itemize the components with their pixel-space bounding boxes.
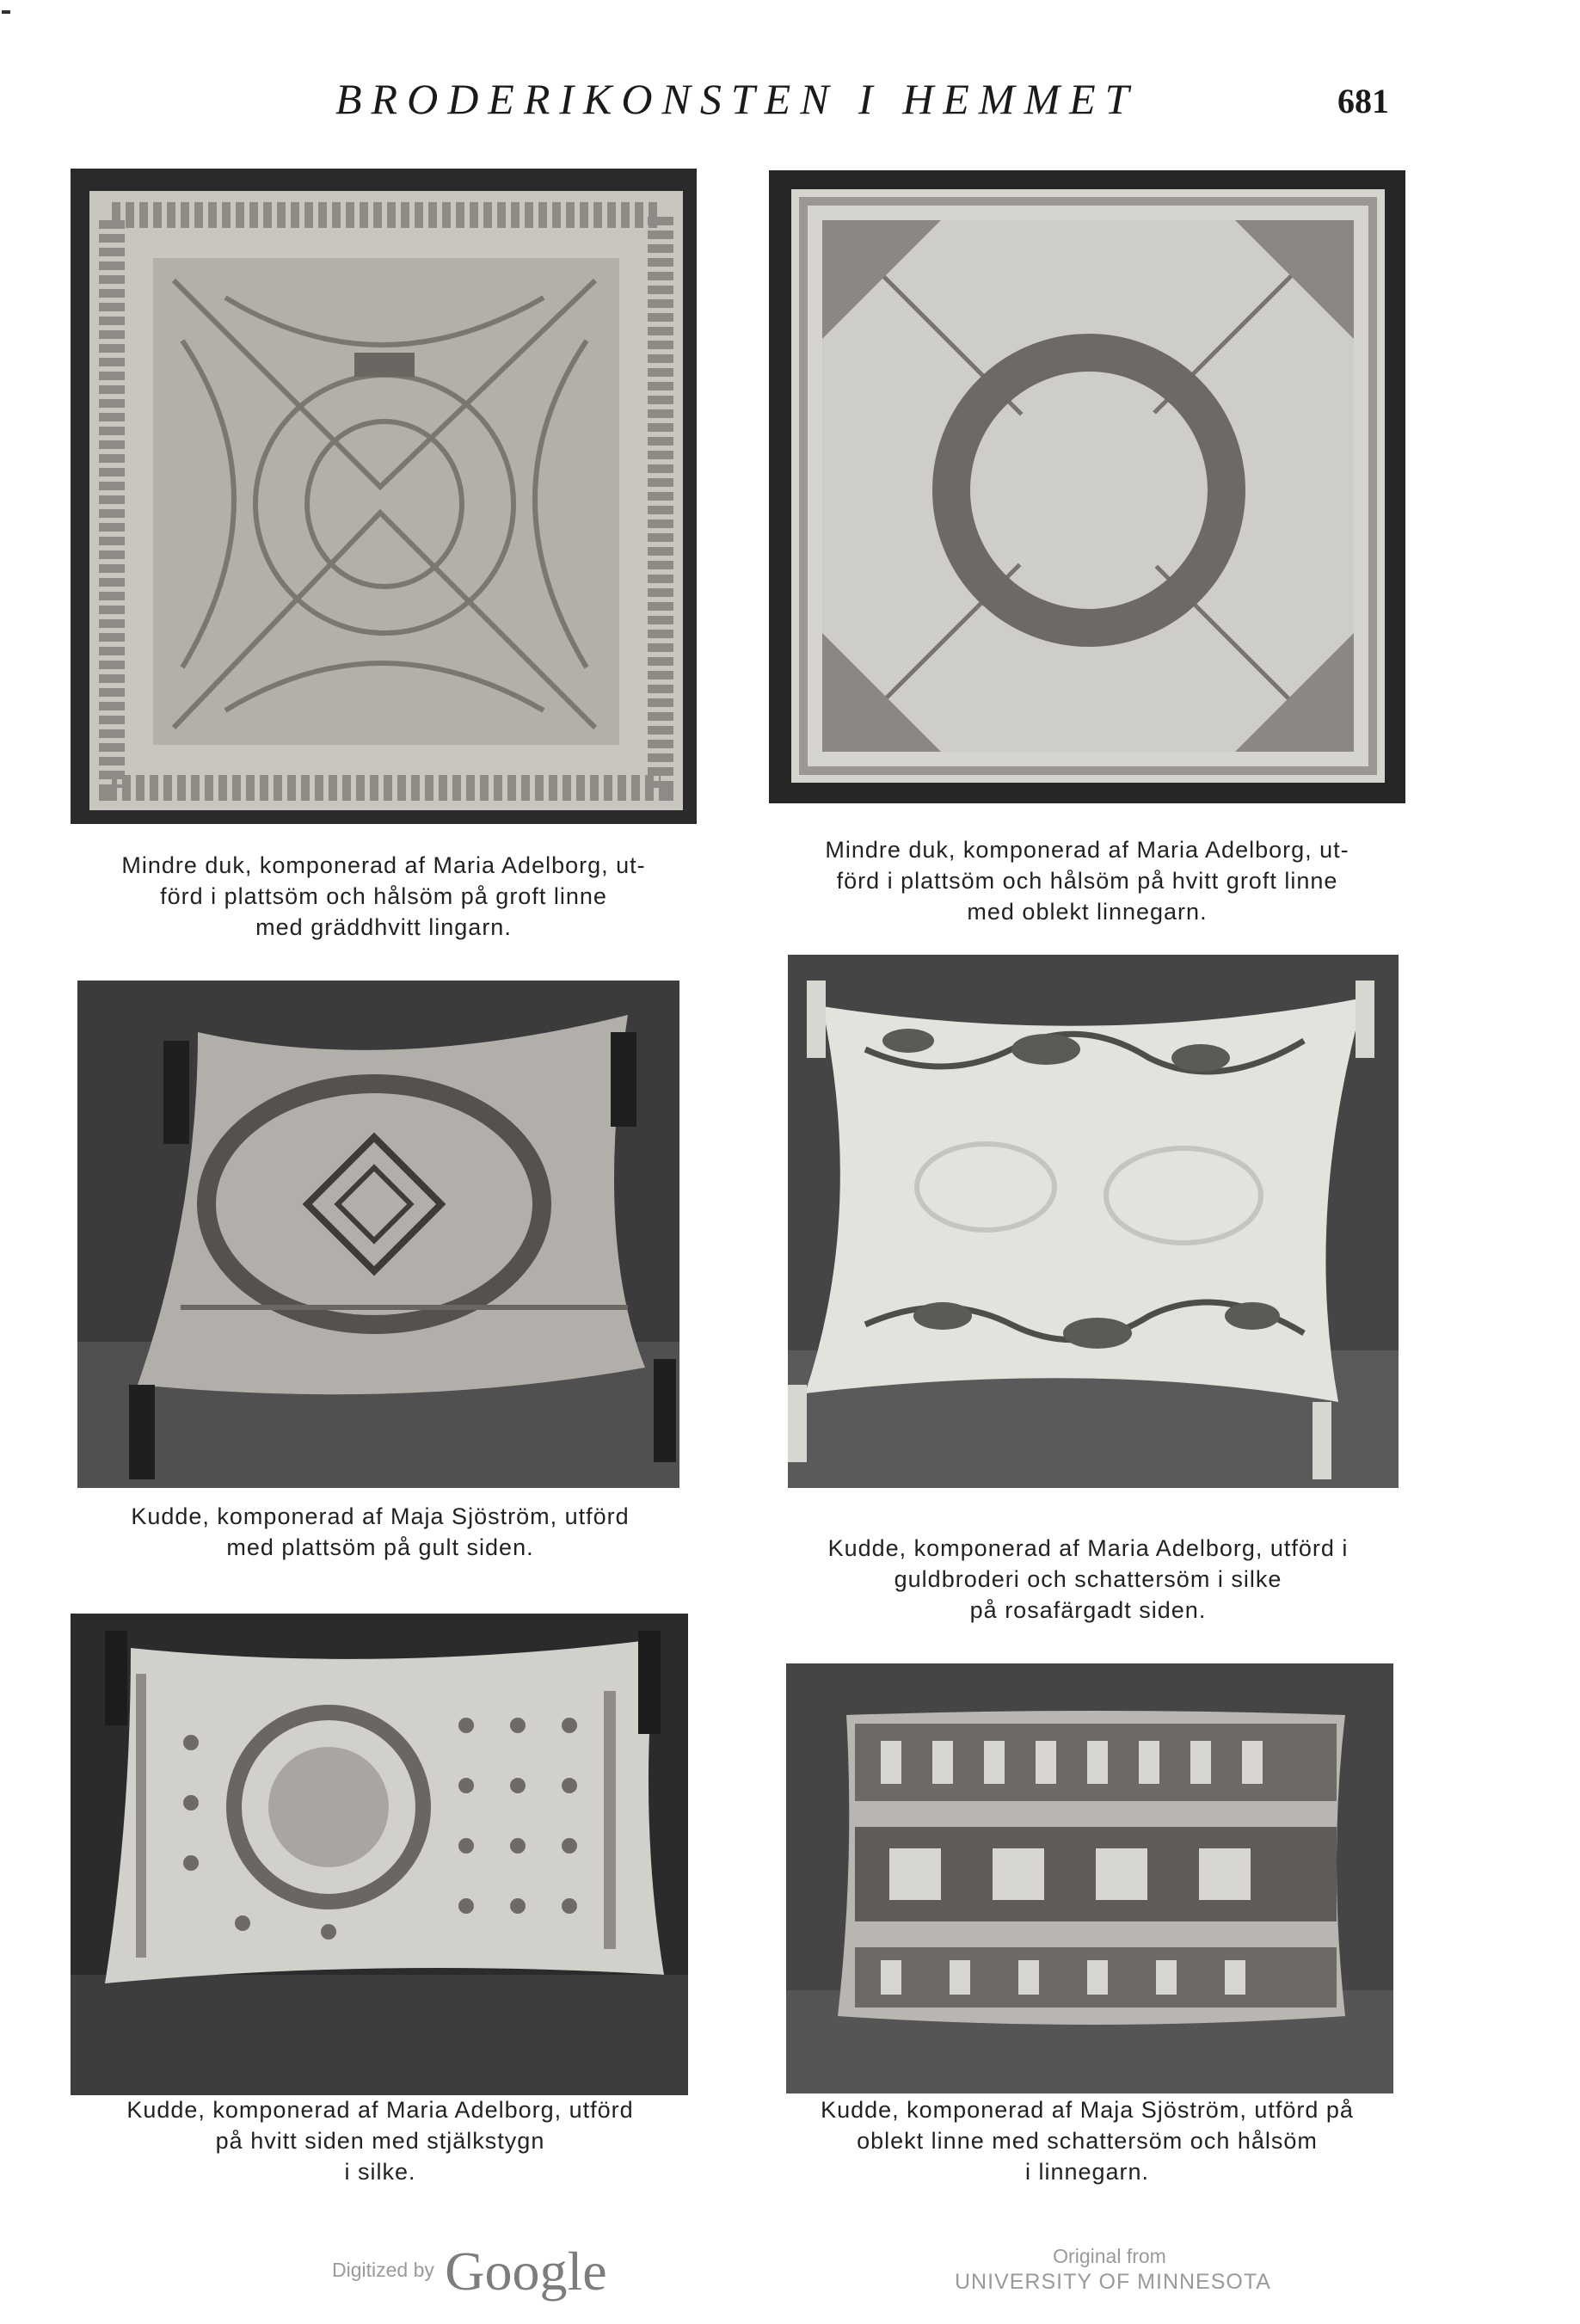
- photo-cushion-2: [788, 955, 1399, 1488]
- caption-line: på hvitt siden med stjälkstygn: [215, 2128, 545, 2154]
- caption-line: Kudde, komponerad af Maria Adelborg, utförd i: [827, 1535, 1349, 1561]
- caption-line: med plattsöm på gult siden.: [226, 1534, 534, 1560]
- caption-line: i silke.: [344, 2159, 416, 2185]
- caption-figure-4: [757, 1533, 1419, 1626]
- caption-line: förd i plattsöm och hålsöm på hvitt groft linne: [836, 868, 1338, 894]
- original-from-text: Original from: [1053, 2245, 1166, 2267]
- caption-line: på rosafärgadt siden.: [969, 1597, 1207, 1623]
- caption-line: med gräddhvitt lingarn.: [255, 914, 512, 940]
- caption-line: med oblekt linnegarn.: [967, 899, 1208, 925]
- caption-line: Kudde, komponerad af Maria Adelborg, utförd: [126, 2097, 634, 2123]
- caption-line: förd i plattsöm och hålsöm på groft linne: [160, 883, 607, 909]
- caption-line: oblekt linne med schattersöm och hålsöm: [857, 2128, 1318, 2154]
- university-text: UNIVERSITY OF MINNESOTA: [955, 2270, 1271, 2294]
- photo-cushion-4: [786, 1663, 1393, 2093]
- digitized-by-text: Digitized by: [332, 2259, 434, 2282]
- caption-line: Kudde, komponerad af Maja Sjöström, utförd på: [821, 2097, 1354, 2123]
- caption-line: Mindre duk, komponerad af Maria Adelborg, ut-: [121, 852, 646, 878]
- caption-figure-3: [53, 1501, 707, 1563]
- caption-figure-2: [753, 834, 1421, 927]
- photo-cushion-3: [71, 1614, 688, 2095]
- google-logo: Google: [445, 2241, 607, 2302]
- running-header: BRODERIKONSTEN I HEMMET: [335, 75, 1139, 123]
- caption-figure-1: [53, 850, 714, 943]
- caption-line: i linnegarn.: [1024, 2159, 1150, 2185]
- page-number: 681: [1337, 82, 1389, 120]
- caption-line: Kudde, komponerad af Maja Sjöström, utförd: [131, 1503, 630, 1529]
- photo-cushion-1: [77, 981, 679, 1488]
- caption-figure-5: [53, 2094, 707, 2187]
- digitized-by-watermark: [332, 2240, 607, 2303]
- caption-line: guldbroderi och schattersöm i silke: [894, 1566, 1282, 1592]
- photo-cloth-1: [71, 169, 697, 824]
- photo-cloth-2: [769, 170, 1405, 803]
- original-from-watermark: [955, 2243, 1271, 2295]
- caption-figure-6: [753, 2094, 1421, 2187]
- corner-mark: [2, 10, 10, 14]
- caption-line: Mindre duk, komponerad af Maria Adelborg, ut-: [825, 837, 1349, 863]
